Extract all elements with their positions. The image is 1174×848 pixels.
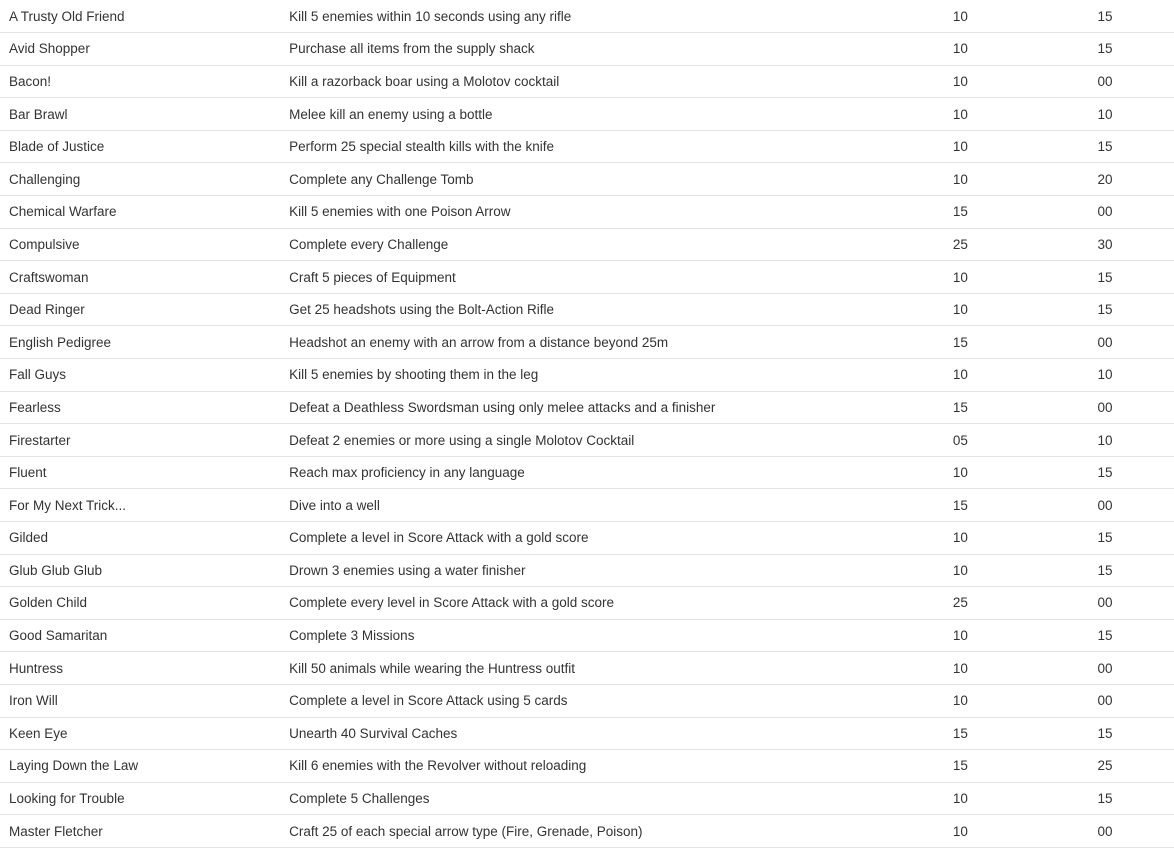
achievement-description: Headshot an enemy with an arrow from a distance beyond 25m — [280, 326, 885, 359]
achievement-value-b: 15 — [1036, 619, 1174, 652]
achievement-name: Huntress — [0, 652, 280, 685]
achievement-description: Melee kill an enemy using a bottle — [280, 98, 885, 131]
table-row[interactable] — [0, 261, 1174, 294]
achievement-description: Kill 6 enemies with the Revolver without reloading — [280, 750, 885, 783]
achievement-description: Complete 3 Missions — [280, 619, 885, 652]
table-row[interactable] — [0, 554, 1174, 587]
achievement-value-b: 15 — [1036, 0, 1174, 33]
achievement-description: Perform 25 special stealth kills with the knife — [280, 130, 885, 163]
achievement-name: A Trusty Old Friend — [0, 0, 280, 33]
achievement-name: Challenging — [0, 163, 280, 196]
achievement-name: Looking for Trouble — [0, 782, 280, 815]
achievement-value-b: 00 — [1036, 391, 1174, 424]
achievement-name: Laying Down the Law — [0, 750, 280, 783]
achievement-name: Keen Eye — [0, 717, 280, 750]
achievement-value-a: 10 — [885, 456, 1036, 489]
achievement-name: Golden Child — [0, 587, 280, 620]
achievement-value-b: 00 — [1036, 652, 1174, 685]
table-row[interactable] — [0, 684, 1174, 717]
achievement-description: Defeat a Deathless Swordsman using only melee attacks and a finisher — [280, 391, 885, 424]
achievement-value-a: 10 — [885, 522, 1036, 555]
achievement-name: Master Fletcher — [0, 815, 280, 848]
achievement-value-b: 20 — [1036, 163, 1174, 196]
achievement-value-b: 15 — [1036, 522, 1174, 555]
table-row[interactable] — [0, 130, 1174, 163]
achievement-value-a: 10 — [885, 554, 1036, 587]
table-row[interactable] — [0, 293, 1174, 326]
achievement-name: Firestarter — [0, 424, 280, 457]
achievement-description: Complete any Challenge Tomb — [280, 163, 885, 196]
achievement-name: Blade of Justice — [0, 130, 280, 163]
achievement-value-a: 15 — [885, 326, 1036, 359]
achievement-value-a: 15 — [885, 750, 1036, 783]
achievement-name: Fluent — [0, 456, 280, 489]
achievement-description: Complete every Challenge — [280, 228, 885, 261]
achievement-description: Dive into a well — [280, 489, 885, 522]
table-row[interactable] — [0, 65, 1174, 98]
achievement-description: Complete a level in Score Attack with a gold score — [280, 522, 885, 555]
achievement-value-b: 10 — [1036, 424, 1174, 457]
achievement-value-b: 10 — [1036, 359, 1174, 392]
table-row[interactable] — [0, 98, 1174, 131]
table-row[interactable] — [0, 424, 1174, 457]
achievement-name: Gilded — [0, 522, 280, 555]
achievement-value-a: 15 — [885, 196, 1036, 229]
achievement-value-a: 10 — [885, 98, 1036, 131]
achievement-name: For My Next Trick... — [0, 489, 280, 522]
achievement-value-b: 15 — [1036, 33, 1174, 66]
achievement-value-a: 25 — [885, 587, 1036, 620]
achievement-name: English Pedigree — [0, 326, 280, 359]
table-row[interactable] — [0, 619, 1174, 652]
table-row[interactable] — [0, 228, 1174, 261]
achievement-value-a: 10 — [885, 65, 1036, 98]
achievement-name: Bacon! — [0, 65, 280, 98]
achievement-description: Reach max proficiency in any language — [280, 456, 885, 489]
achievement-description: Unearth 40 Survival Caches — [280, 717, 885, 750]
achievement-name: Avid Shopper — [0, 33, 280, 66]
table-row[interactable] — [0, 196, 1174, 229]
achievement-value-b: 10 — [1036, 98, 1174, 131]
achievement-value-a: 10 — [885, 163, 1036, 196]
table-row[interactable] — [0, 163, 1174, 196]
achievement-description: Drown 3 enemies using a water finisher — [280, 554, 885, 587]
table-row[interactable] — [0, 456, 1174, 489]
table-row[interactable] — [0, 359, 1174, 392]
achievement-description: Kill 50 animals while wearing the Huntress outfit — [280, 652, 885, 685]
achievement-value-b: 00 — [1036, 65, 1174, 98]
achievement-description: Defeat 2 enemies or more using a single Molotov Cocktail — [280, 424, 885, 457]
achievement-value-b: 00 — [1036, 196, 1174, 229]
table-row[interactable] — [0, 391, 1174, 424]
achievement-value-b: 15 — [1036, 130, 1174, 163]
achievement-value-a: 15 — [885, 391, 1036, 424]
achievement-name: Glub Glub Glub — [0, 554, 280, 587]
achievement-value-a: 10 — [885, 359, 1036, 392]
achievement-name: Iron Will — [0, 684, 280, 717]
table-row[interactable] — [0, 750, 1174, 783]
achievement-description: Kill 5 enemies by shooting them in the leg — [280, 359, 885, 392]
table-row[interactable] — [0, 587, 1174, 620]
achievement-name: Good Samaritan — [0, 619, 280, 652]
achievement-description: Purchase all items from the supply shack — [280, 33, 885, 66]
achievement-value-a: 10 — [885, 619, 1036, 652]
achievement-name: Chemical Warfare — [0, 196, 280, 229]
achievement-value-a: 05 — [885, 424, 1036, 457]
achievement-value-b: 15 — [1036, 717, 1174, 750]
table-row[interactable] — [0, 0, 1174, 33]
achievement-description: Craft 25 of each special arrow type (Fire, Grenade, Poison) — [280, 815, 885, 848]
achievement-value-a: 15 — [885, 489, 1036, 522]
achievement-description: Kill 5 enemies with one Poison Arrow — [280, 196, 885, 229]
achievement-value-b: 15 — [1036, 782, 1174, 815]
achievement-value-b: 15 — [1036, 261, 1174, 294]
achievement-name: Fearless — [0, 391, 280, 424]
achievement-description: Kill 5 enemies within 10 seconds using any rifle — [280, 0, 885, 33]
table-row[interactable] — [0, 652, 1174, 685]
achievement-value-a: 10 — [885, 33, 1036, 66]
achievement-value-b: 00 — [1036, 684, 1174, 717]
achievement-value-a: 10 — [885, 815, 1036, 848]
achievement-name: Craftswoman — [0, 261, 280, 294]
achievement-value-a: 10 — [885, 261, 1036, 294]
table-row[interactable] — [0, 782, 1174, 815]
achievement-value-a: 10 — [885, 0, 1036, 33]
achievement-value-a: 10 — [885, 652, 1036, 685]
table-row[interactable] — [0, 522, 1174, 555]
achievement-name: Compulsive — [0, 228, 280, 261]
achievement-value-a: 25 — [885, 228, 1036, 261]
table-row[interactable] — [0, 815, 1174, 848]
achievement-value-b: 00 — [1036, 326, 1174, 359]
achievement-value-a: 10 — [885, 293, 1036, 326]
achievement-value-a: 10 — [885, 130, 1036, 163]
achievement-value-b: 15 — [1036, 293, 1174, 326]
achievement-value-b: 25 — [1036, 750, 1174, 783]
achievement-value-b: 00 — [1036, 815, 1174, 848]
table-row[interactable] — [0, 717, 1174, 750]
achievement-description: Craft 5 pieces of Equipment — [280, 261, 885, 294]
achievement-name: Bar Brawl — [0, 98, 280, 131]
achievement-value-b: 00 — [1036, 489, 1174, 522]
table-row[interactable] — [0, 33, 1174, 66]
achievement-value-a: 10 — [885, 684, 1036, 717]
achievement-description: Kill a razorback boar using a Molotov cocktail — [280, 65, 885, 98]
achievement-description: Complete every level in Score Attack with a gold score — [280, 587, 885, 620]
table-row[interactable] — [0, 489, 1174, 522]
table-row[interactable] — [0, 326, 1174, 359]
achievement-description: Complete 5 Challenges — [280, 782, 885, 815]
achievement-name: Fall Guys — [0, 359, 280, 392]
achievement-value-b: 15 — [1036, 456, 1174, 489]
achievement-value-b: 15 — [1036, 554, 1174, 587]
achievement-name: Dead Ringer — [0, 293, 280, 326]
achievement-value-b: 00 — [1036, 587, 1174, 620]
achievement-description: Get 25 headshots using the Bolt-Action Rifle — [280, 293, 885, 326]
achievement-description: Complete a level in Score Attack using 5 cards — [280, 684, 885, 717]
achievement-value-b: 30 — [1036, 228, 1174, 261]
achievement-value-a: 10 — [885, 782, 1036, 815]
achievement-value-a: 15 — [885, 717, 1036, 750]
